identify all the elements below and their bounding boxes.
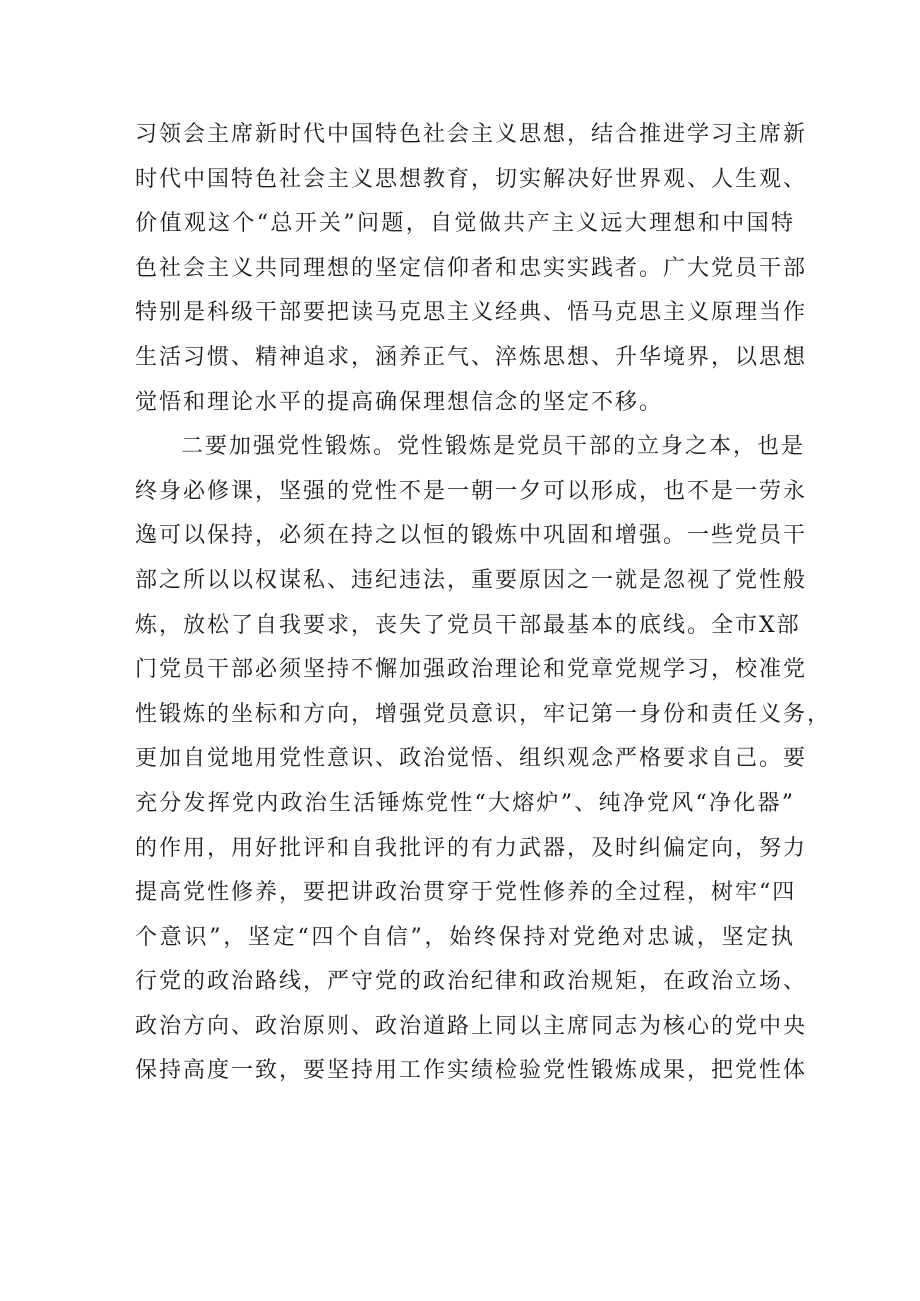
paragraph-line: 色社会主义共同理想的坚定信仰者和忠实实践者。广大党员干部 [135, 255, 808, 281]
paragraph-line: 政治方向、政治原则、政治道路上同以主席同志为核心的党中央 [135, 1013, 808, 1039]
paragraph-line: 习领会主席新时代中国特色社会主义思想，结合推进学习主席新 [135, 122, 808, 147]
paragraph-line: 性锻炼的坐标和方向，增强党员意识，牢记第一身份和责任义务， [135, 701, 832, 727]
document-body [135, 113, 832, 1094]
paragraph-line: 充分发挥党内政治生活锤炼党性“大熔炉”、纯净党风“净化器” [135, 790, 795, 816]
paragraph-line: 行党的政治路线，严守党的政治纪律和政治规矩，在政治立场、 [135, 969, 808, 995]
paragraph-line: 更加自觉地用党性意识、政治觉悟、组织观念严格要求自己。要 [135, 746, 808, 772]
paragraph-line: 门党员干部必须坚持不懈加强政治理论和党章党规学习，校准党 [135, 657, 808, 683]
paragraph-2 [135, 425, 832, 1094]
paragraph-line: 时代中国特色社会主义思想教育，切实解决好世界观、人生观、 [135, 166, 808, 192]
paragraph-line: 炼，放松了自我要求，丧失了党员干部最基本的底线。全市X部 [135, 612, 801, 638]
paragraph-line: 逸可以保持，必须在持之以恒的锻炼中巩固和增强。一些党员干 [135, 523, 808, 549]
paragraph-line: 提高党性修养，要把讲政治贯穿于党性修养的全过程，树牢“四 [135, 880, 797, 906]
paragraph-line: 特别是科级干部要把读马克思主义经典、悟马克思主义原理当作 [135, 300, 808, 326]
paragraph-line: 个意识”，坚定“四个自信”，始终保持对党绝对忠诚，坚定执 [135, 924, 795, 950]
paragraph-line: 的作用，用好批评和自我批评的有力武器，及时纠偏定向，努力 [135, 835, 808, 861]
paragraph-line: 生活习惯、精神追求，涵养正气、淬炼思想、升华境界，以思想 [135, 344, 808, 370]
paragraph-line: 二要加强党性锻炼。党性锻炼是党员干部的立身之本，也是 [181, 434, 806, 460]
paragraph-1 [135, 113, 808, 425]
paragraph-line: 部之所以以权谋私、违纪违法，重要原因之一就是忽视了党性般 [135, 567, 808, 593]
paragraph-line: 价值观这个“总开关”问题，自觉做共产主义远大理想和中国特 [135, 211, 795, 237]
paragraph-line: 终身必修课，坚强的党性不是一朝一夕可以形成，也不是一劳永 [135, 478, 808, 504]
paragraph-line: 保持高度一致，要坚持用工作实绩检验党性锻炼成果，把党性体 [135, 1058, 808, 1084]
paragraph-line: 觉悟和理论水平的提高确保理想信念的坚定不移。 [135, 389, 664, 415]
